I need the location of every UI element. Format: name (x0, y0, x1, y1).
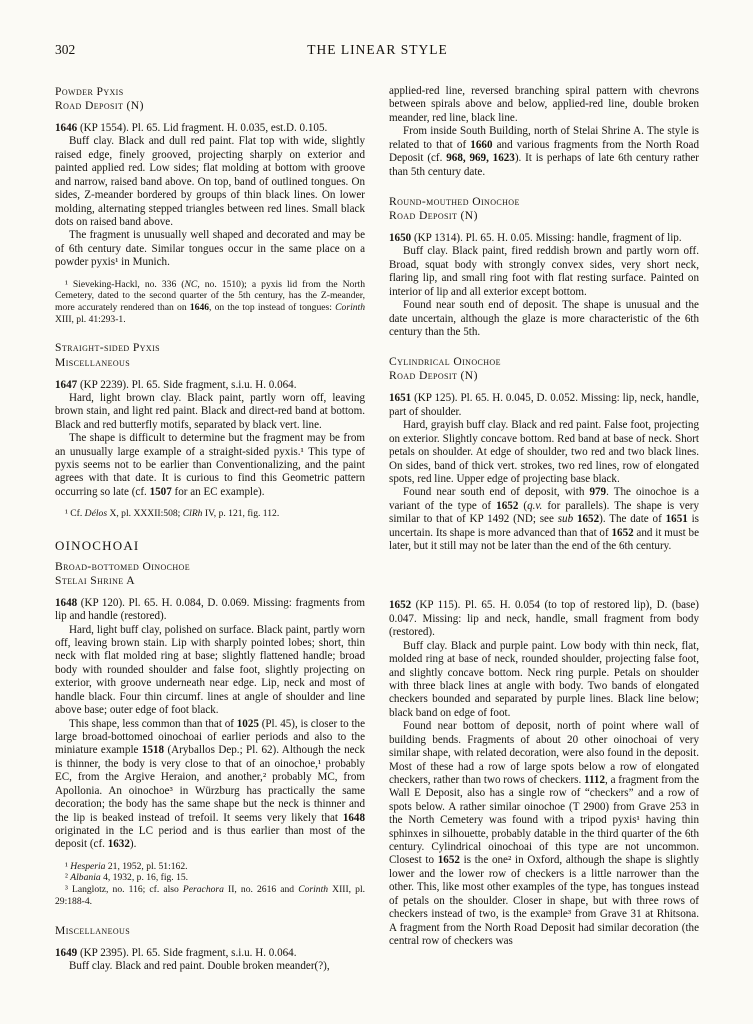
text-run: Found near bottom of deposit, north of point where wall of building bends. Fragments of about 20 other oinochoai of very similar shape, with related decoration, were also found in the deposit. Most of these had a row of large spots below a row of elongated checkers, rather than two rows of checkers. (389, 720, 699, 786)
catalog-entry-paragraph (55, 947, 365, 960)
text-run: q.v. (527, 499, 543, 512)
text-run: ). It is perhaps of late 6th century rather than 5th century date. (389, 152, 699, 178)
body-paragraph (389, 640, 699, 721)
text-run: ). (129, 838, 137, 851)
text-run: (Aryballos Dep.; Pl. 62). Although the neck is thinner, the body is very close to that of an oinochoe,¹ probably EC, from the Argive Heraion, and another,² probably MC, from Apollonia. An oinochoe³ in Würzburg has practically the same decoration; the body has the same shape but the neck is thinner and the lip is beaked instead of trefoil. It seems very likely that (55, 744, 366, 824)
text-run: 1652 (611, 526, 634, 539)
body-paragraph (389, 299, 699, 339)
text-run: The shape is difficult to determine but the fragment may be from an unusually large example of a straight-sided pyxis.¹ This type of pyxis seems not to be earlier than Conventionalizing, and the paint agrees with that date. It is curious to find this Geometric pattern occurring so late (cf. (55, 432, 365, 498)
text-run: and various fragments from the North Road Deposit (cf. (389, 138, 699, 165)
footnote (55, 279, 365, 326)
catalog-entry-paragraph (55, 379, 365, 392)
text-run: ). The date of (599, 513, 666, 526)
right-column (389, 85, 699, 948)
text-run: Found near south end of deposit, with (403, 486, 590, 499)
text-run: ³ Langlotz, no. 116; cf. also (65, 884, 183, 896)
text-run: 1112 (584, 773, 606, 786)
text-run: 1649 (55, 946, 78, 959)
left-column (55, 85, 365, 973)
text-run: NC (184, 278, 198, 290)
catalog-entry-paragraph (55, 597, 365, 624)
section-heading: Round-mouthed Oinochoe (389, 194, 520, 208)
footnote (55, 884, 365, 907)
text-run: 1632 (107, 838, 130, 851)
text-run: , on the top instead of tongues: (209, 302, 336, 314)
text-run: 21, 1952, pl. 51:162. (105, 860, 188, 872)
text-run: 1651 (665, 513, 688, 526)
text-run: (KP 125). Pl. 65. H. 0.045, D. 0.052. Missing: lip, neck, handle, part of shoulder. (389, 392, 699, 418)
section-heading: Cylindrical Oinochoe (389, 355, 501, 369)
catalog-entry-paragraph (389, 392, 699, 419)
text-run: ¹ Cf. (65, 508, 85, 520)
text-run: 1651 (389, 392, 412, 405)
text-run: Corinth (335, 302, 366, 314)
catalog-entry-paragraph (389, 232, 699, 245)
text-run: 1652 (576, 513, 600, 526)
two-column-text (55, 85, 700, 973)
text-run: 1652 (389, 599, 412, 612)
body-paragraph (55, 135, 365, 229)
text-run: 1648 (55, 596, 78, 609)
text-run: , no. 1510); a pyxis lid from the North Cemetery, dated to the second quarter of the 5th century, has the Z-meander, more accurately rendered than on (55, 278, 366, 314)
text-run: Délos (84, 508, 108, 520)
body-paragraph (389, 419, 699, 486)
text-run: 1652 (496, 499, 519, 512)
text-run: XIII, pl. 29:188-4. (55, 884, 366, 907)
text-run: ClRh (182, 508, 203, 520)
body-paragraph (389, 125, 699, 179)
group-heading: OINOCHOAI (55, 538, 140, 554)
running-title: THE LINEAR STYLE (307, 42, 448, 57)
body-paragraph (389, 245, 699, 299)
text-run: XIII, pl. 41:293-1. (55, 313, 126, 325)
text-run: Hard, grayish buff clay. Black and red paint. False foot, projecting on exterior. Slightly concave bottom. Red band at base of neck. Short petals on shoulder. At edge of shoulder, two red and two black lines. On sides, band of thick vert. strokes, two red lines, row of elongated spots, red line. Upper edge of projecting base black. (389, 419, 699, 485)
text-run: Buff clay. Black and purple paint. Low body with thin neck, flat, molded ring at base of neck, rounded shoulder, projecting false foot, and slightly concave bottom. Neck ring purple. Petals on shoulder with three black lines at angle with body. Two bands of elongated checkers bounded and separated by purple lines. Black line below; black band on edge of foot. (389, 639, 699, 719)
body-paragraph (55, 392, 365, 432)
footnote (55, 872, 365, 884)
text-run: ¹ Sieveking-Hackl, no. 336 ( (65, 278, 185, 290)
sub-heading: Road Deposit (N) (55, 99, 144, 113)
text-run: (KP 2395). Pl. 65. Side fragment, s.i.u. H. 0.064. (77, 946, 297, 959)
body-paragraph (55, 229, 365, 269)
text-run: Hard, light brown clay. Black paint, partly worn off, leaving brown stain, and light red paint. Black and direct-red band at bottom. Black and red butterfly motifs, separated by black vert. line. (55, 391, 365, 431)
body-paragraph (55, 718, 365, 852)
text-run: IV, p. 121, fig. 112. (202, 508, 280, 520)
text-run: Found near south end of deposit. The shape is unusual and the date uncertain, although the glaze is more characteristic of the 6th century than the 5th. (389, 299, 699, 338)
footnote (55, 861, 365, 873)
body-paragraph (55, 960, 365, 973)
section-heading: Broad-bottomed Oinochoe (55, 559, 191, 573)
text-run: originated in the LC period and is thus earlier than most of the deposit (cf. (55, 824, 365, 851)
catalog-entry-paragraph (55, 122, 365, 135)
text-run: Hard, light buff clay, polished on surface. Black paint, partly worn off, leaving brown stain. Lip with sharply pointed lobes; short, thin neck with flat molded ring at base; slightly flattened handle; broad body with rounded shoulder and false foot, slightly projecting on exterior, with groove underneath near edge. Lip, neck and most of handle black. Four thin circumf. lines at angle of shoulder and line above base; outer edge of foot black. (55, 623, 365, 717)
sub-heading: Stelai Shrine A (55, 573, 135, 587)
text-run: Albania (70, 872, 101, 884)
text-run: is uncertain. Its shape is more advanced than that of (389, 513, 699, 539)
text-run: 1518 (141, 744, 165, 757)
text-run: ¹ (65, 860, 71, 872)
text-run: 979 (589, 486, 607, 499)
text-run: 1652 (437, 854, 460, 867)
text-run: is the one² in Oxford, although the shape is slightly lower and the lower row of checkers is a little narrower than the other. This, like most other examples of the type, has tongues instead of petals on the shoulder. Closer in shape, but with three rows of checkers instead of two, is the example³ from Grave 31 at Rhitsona. A fragment from the North Road Deposit had similar decoration (the central row of checkers was (389, 854, 699, 947)
text-run: (KP 115). Pl. 65. H. 0.054 (to top of restored lip), D. (base) 0.047. Missing: lip and neck, handle, small fragment from body (restored). (389, 599, 699, 639)
text-run: 1650 (389, 231, 412, 244)
page-number: 302 (55, 42, 76, 57)
sub-heading: Miscellaneous (55, 355, 131, 369)
text-run: sub (557, 513, 574, 526)
footnote (55, 508, 365, 520)
text-run: , a fragment from the Wall E Deposit, also has a single row of “checkers” and a row of spots below. A rather similar oinochoe (T 2900) from Grave 253 in the North Cemetery was found with a tripod pyxis¹ having thin sphinxes in silhouette, probably datable in the third quarter of the 6th century. Cylindrical oinochoai of this type are not uncommon. Closest to (389, 773, 699, 867)
continuation-paragraph (389, 85, 699, 125)
text-run: Buff clay. Black and red paint. Double broken meander(?), (69, 960, 330, 973)
text-run: ( (518, 499, 528, 512)
page-header (55, 42, 700, 59)
body-paragraph (389, 486, 699, 553)
text-run: Buff clay. Black paint, fired reddish brown and partly worn off. Broad, squat body with strongly convex sides, very short neck, flaring lip, and small ring foot with flat resting surface. Painted on interior of lip and all exterior except bottom. (389, 245, 699, 298)
text-run: for parallels). The shape is very similar to that of KP 1492 (ND; see (389, 499, 699, 526)
text-run: 1507 (149, 485, 172, 498)
text-run: 1025 (236, 717, 259, 730)
text-run: 1660 (470, 138, 493, 151)
body-paragraph (55, 624, 365, 718)
text-run: Corinth (298, 884, 329, 896)
text-run: (KP 2239). Pl. 65. Side fragment, s.i.u. H. 0.064. (77, 378, 297, 391)
text-run: 968, 969, 1623 (446, 152, 515, 165)
text-run: for an EC example). (171, 485, 265, 498)
text-run: 1648 (342, 811, 365, 824)
section-heading: Straight-sided Pyxis (55, 341, 160, 355)
sub-heading: Road Deposit (N) (389, 369, 478, 383)
catalog-entry-paragraph (389, 599, 699, 639)
text-run: and it must be later, but it still may not be later than the end of the 6th century. (389, 526, 699, 553)
text-run: (Pl. 45), is closer to the large broad-bottomed oinochoai of earlier periods and also to the miniature example (55, 717, 365, 757)
text-run: (KP 1314). Pl. 65. H. 0.05. Missing: handle, fragment of lip. (411, 231, 682, 244)
sub-heading: Road Deposit (N) (389, 208, 478, 222)
text-run: Perachora (182, 884, 224, 896)
text-run: The fragment is unusually well shaped and decorated and may be of 6th century date. Similar tongues occur in the same place on a powder pyxis¹ in Munich. (55, 229, 365, 269)
text-run: . The oinochoe is a variant of the type of (389, 486, 699, 512)
text-run: ² (65, 872, 71, 884)
text-run: This shape, less common than that of (69, 717, 237, 730)
text-run: II, no. 2616 and (223, 884, 299, 896)
text-run: (KP 1554). Pl. 65. Lid fragment. H. 0.035, est.D. 0.105. (77, 122, 328, 135)
text-run: Buff clay. Black and dull red paint. Flat top with wide, slightly raised edge, finely grooved, projecting sharply on exterior and painted applied red. Low sides; flat molding at bottom with groove and narrow, raised band above. On top, band of outlined tongues. On sides, Z-meander bordered by groups of thin black lines. On lower molding, alternating stepped triangles between red lines. Small black dots on raised band above. (55, 135, 365, 228)
text-run: 1646 (55, 122, 78, 135)
body-paragraph (55, 432, 365, 499)
text-run: applied-red line, reversed branching spiral pattern with chevrons between spirals above and below, applied-red line, double broken meander, red line, black line. (389, 85, 699, 124)
section-heading: Powder Pyxis (55, 85, 124, 98)
text-run: Hesperia (70, 860, 106, 872)
text-run: 1646 (189, 302, 210, 314)
text-run: From inside South Building, north of Stelai Shrine A. The style is related to that of (389, 125, 699, 151)
body-paragraph (389, 720, 699, 948)
text-run: (KP 120). Pl. 65. H. 0.084, D. 0.069. Missing: fragments from lip and handle (restored). (55, 596, 365, 623)
text-run: X, pl. XXXII:508; (107, 508, 183, 520)
sub-heading: Miscellaneous (55, 923, 131, 937)
text-run: 1647 (55, 378, 78, 391)
text-run: 4, 1932, p. 16, fig. 15. (100, 872, 189, 884)
